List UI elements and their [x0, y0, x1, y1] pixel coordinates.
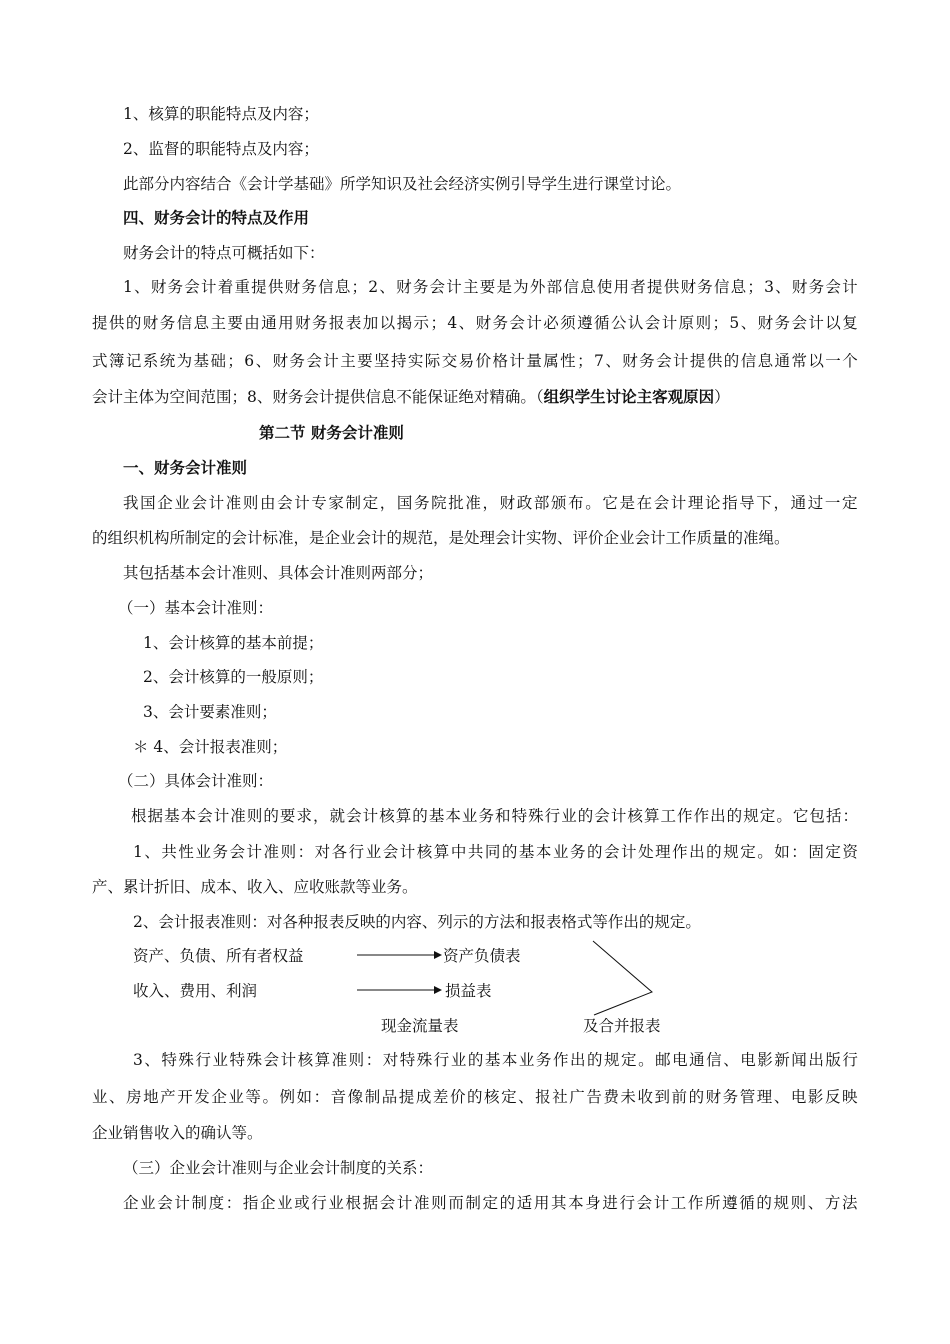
list-item: ＊ 4、会计报表准则； — [133, 738, 288, 756]
paragraph: 其包括基本会计准则、具体会计准则两部分； — [123, 564, 434, 582]
paragraph-line: 企业销售收入的确认等。 — [92, 1124, 263, 1142]
paragraph-line: 1、共性业务会计准则：对各行业会计核算中共同的基本业务的会计处理作出的规定。如：固定资 — [133, 843, 860, 861]
section-title: 第二节 财务会计准则 — [259, 423, 404, 442]
emphasis-text: 组织学生讨论主客观原因 — [543, 387, 715, 406]
diagram-target-label: 及合并报表 — [583, 1017, 661, 1035]
paragraph-text: ） — [714, 388, 730, 406]
paragraph-line: 的组织机构所制定的会计标准，是企业会计的规范，是处理会计实物、评价企业会计工作质量的准绳。 — [92, 529, 790, 547]
paragraph-line: 3、特殊行业特殊会计核算准则：对特殊行业的基本业务作出的规定。邮电通信、电影新闻出版行 — [133, 1051, 860, 1069]
paragraph: 财务会计的特点可概括如下： — [123, 244, 325, 262]
list-item: 1、会计核算的基本前提； — [143, 634, 324, 652]
bracket-line — [593, 941, 652, 1015]
paragraph-line: 根据基本会计准则的要求，就会计核算的基本业务和特殊行业的会计核算工作作出的规定。它包括： — [131, 807, 860, 825]
paragraph-line: 企业会计制度：指企业或行业根据会计准则而制定的适用其本身进行会计工作所遵循的规则、方法 — [123, 1194, 860, 1212]
diagram-source-label: 收入、费用、利润 — [133, 982, 258, 1000]
paragraph-line: 1、财务会计着重提供财务信息；2、财务会计主要是为外部信息使用者提供财务信息；3、财务会计 — [123, 278, 859, 296]
paragraph-line: 提供的财务信息主要由通用财务报表加以揭示；4、财务会计必须遵循公认会计原则；5、财务会计以复 — [92, 314, 860, 332]
paragraph-line: 产、累计折旧、成本、收入、应收账款等业务。 — [92, 878, 418, 896]
subheading: （二）具体会计准则： — [118, 772, 274, 790]
list-item: 3、会计要素准则； — [143, 703, 277, 721]
arrowhead-icon — [434, 951, 442, 959]
paragraph-line: 2、会计报表准则：对各种报表反映的内容、列示的方法和报表格式等作出的规定。 — [133, 913, 701, 931]
diagram-target-label: 现金流量表 — [381, 1017, 459, 1035]
paragraph-text: 会计主体为空间范围；8、财务会计提供信息不能保证绝对精确。（ — [92, 388, 544, 406]
arrowhead-icon — [434, 986, 442, 994]
paragraph-line: 业、房地产开发企业等。例如：音像制品提成差价的核定、报社广告费未收到前的财务管理、电影反映 — [92, 1088, 860, 1106]
diagram-target-label: 损益表 — [445, 982, 492, 1000]
paragraph-line: 我国企业会计准则由会计专家制定，国务院批准，财政部颁布。它是在会计理论指导下，通过一定 — [123, 494, 860, 512]
diagram-target-label: 资产负债表 — [443, 947, 521, 965]
paragraph-line: 式簿记系统为基础；6、财务会计主要坚持实际交易价格计量属性；7、财务会计提供的信息通常以一个 — [92, 352, 860, 370]
subheading: （一）基本会计准则： — [118, 599, 274, 617]
heading: 一、财务会计准则 — [123, 458, 248, 477]
diagram-source-label: 资产、负债、所有者权益 — [133, 947, 304, 965]
paragraph: 此部分内容结合《会计学基础》所学知识及社会经济实例引导学生进行课堂讨论。 — [123, 175, 682, 193]
list-item: 2、监督的职能特点及内容； — [123, 140, 319, 158]
list-item: 2、会计核算的一般原则； — [143, 668, 324, 686]
subheading: （三）企业会计准则与企业会计制度的关系： — [123, 1159, 434, 1177]
list-item: 1、核算的职能特点及内容； — [123, 105, 319, 123]
heading: 四、财务会计的特点及作用 — [123, 208, 310, 227]
